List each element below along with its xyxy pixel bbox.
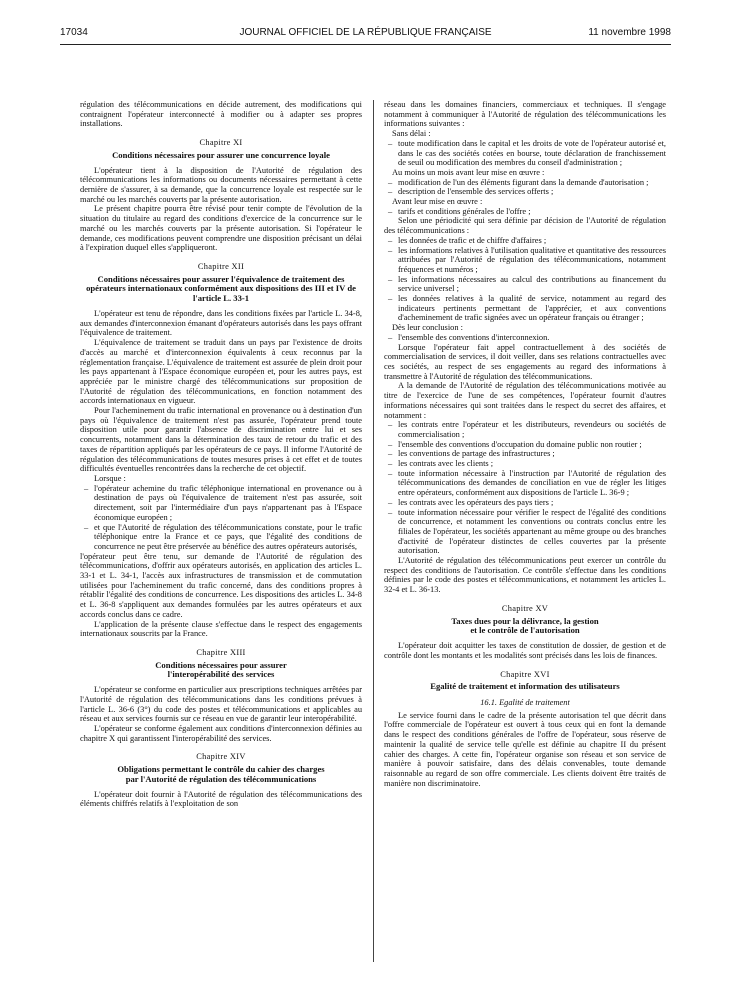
paragraph: L'opérateur se conforme en particulier aux prescriptions techniques arrêtées par l'Autorité de régulation des télécommunications dans les conditions prévues à l'article L. 36-6 (3°) du code des postes et télécommunications et applicables au réseau et aux services fournis sur ce réseau en vue de garantir leur interopérabilité. <box>80 685 362 724</box>
left-column <box>80 100 362 809</box>
paragraph: Lorsque l'opérateur fait appel contractuellement à des sociétés de commercialisation de services, il doit veiller, dans ses relations contractuelles avec ces sociétés, au respect de ses engagements au regard des informations à transmettre à l'Autorité de régulation des télécommunications. <box>384 342 666 381</box>
list-intro: Dès leur conclusion : <box>392 323 463 333</box>
chapter-heading: Chapitre XI <box>199 138 243 148</box>
bullet-list <box>384 178 666 197</box>
paragraph: L'opérateur doit acquitter les taxes de constitution de dossier, de gestion et de contrôle dont les montants et les modalités sont précisés dans les lois de finances. <box>384 641 666 660</box>
list-item: – les contrats avec les clients ; <box>384 459 666 469</box>
chapter-heading: Chapitre XII <box>197 261 245 271</box>
page-header <box>60 27 671 41</box>
list-item: – l'opérateur achemine du trafic téléphonique international en provenance ou à destination de pays où l'équivalence de traitement n'est pas assurée, soit directement, soit par l'intermédiaire d'un pays n'appartenant pas à l'Espace économique européen ; <box>80 484 362 523</box>
paragraph: L'Autorité de régulation des télécommunications peut exercer un contrôle du respect des conditions de l'autorisation. Ce contrôle s'effectue dans les conditions définies par le code des postes et télécommunications, et notamment les articles L. 32-4 et L. 36-13. <box>384 556 666 595</box>
list-item: – les informations relatives à l'utilisation qualitative et quantitative des ressources attribuées par l'Autorité de régulation des télécommunications, notamment fréquences et numéros ; <box>384 246 666 275</box>
paragraph: L'opérateur doit fournir à l'Autorité de régulation des télécommunications des éléments chiffrés relatifs à l'exploitation de son <box>80 789 362 809</box>
section-subheading: 16.1. Egalité de traitement <box>480 698 570 708</box>
bullet-list <box>80 484 362 552</box>
paragraph: L'équivalence de traitement se traduit dans un pays par l'existence de droits d'accès au marché et d'interconnexion équivalents à ceux reconnus par la réglementation française. L'équivalence de traitement est assurée de plein droit pour les pays appartenant à l'Espace économique européen et, pour les autres pays, est appréciée par le ministre chargé des télécommunications sur proposition de l'Autorité de régulation des télécommunications, en fonction notamment des accords internationaux en vigueur. <box>80 338 362 406</box>
bullet-list <box>384 207 666 217</box>
right-column <box>384 100 666 788</box>
chapter-title: Conditions nécessaires pour assurer l'équivalence de traitement des opérateurs internationaux conformément aux dispositions des III et IV de l'article L. 33-1 <box>86 273 356 304</box>
paragraph: L'opérateur tient à la disposition de l'Autorité de régulation des télécommunications les informations ou documents nécessaires permettant à cette dernière de s'assurer, à sa demande, que la concurrence loyale est respectée sur le marché ou les marchés couverts par la présente autorisation. <box>80 165 362 204</box>
list-item: – les contrats avec les opérateurs des pays tiers ; <box>384 498 666 508</box>
list-item: – les informations nécessaires au calcul des contributions au financement du service universel ; <box>384 275 666 294</box>
paragraph: L'application de la présente clause s'effectue dans le respect des engagements internationaux souscrits par la France. <box>80 619 362 639</box>
chapter-title: Obligations permettant le contrôle du cahier des charges <box>117 764 325 775</box>
list-item: – tarifs et conditions générales de l'offre ; <box>384 207 666 217</box>
list-item: – description de l'ensemble des services offerts ; <box>384 187 666 197</box>
list-item: – l'ensemble des conventions d'interconnexion. <box>384 333 666 343</box>
paragraph: réseau dans les domaines financiers, commerciaux et techniques. Il s'engage notamment à communiquer à l'Autorité de régulation des télécommunications les informations suivantes : <box>384 100 666 129</box>
column-divider <box>373 100 374 962</box>
bullet-list <box>384 236 666 323</box>
list-item: – les contrats entre l'opérateur et les distributeurs, revendeurs ou sociétés de commercialisation ; <box>384 420 666 439</box>
list-item: – toute modification dans le capital et les droits de vote de l'opérateur autorisé et, dans le cas des sociétés cotées en bourse, toute déclaration de franchissement de seuil ou modification des membres du conseil d'administration ; <box>384 139 666 168</box>
issue-date: 11 novembre 1998 <box>588 27 671 38</box>
paragraph: Lorsque : <box>94 473 126 483</box>
chapter-title: Taxes dues pour la délivrance, la gestion <box>451 615 599 626</box>
paragraph: Selon une périodicité qui sera définie par décision de l'Autorité de régulation des télécommunications : <box>384 216 666 236</box>
paragraph: régulation des télécommunications en décide autrement, des modifications qui contraignent l'opérateur interconnecté à modifier ou à adapter ses propres installations. <box>80 100 362 129</box>
list-item: – modification de l'un des éléments figurant dans la demande d'autorisation ; <box>384 178 666 188</box>
list-intro: Au moins un mois avant leur mise en œuvre : <box>392 167 545 177</box>
list-item: – les données relatives à la qualité de service, notamment au regard des indicateurs pertinents permettant de l'apprécier, et aux conventions d'acheminement de trafic signées avec un opérateur français ou étranger ; <box>384 294 666 323</box>
paragraph: L'opérateur se conforme également aux conditions d'interconnexion définies au chapitre X qui garantissent l'interopérabilité des services. <box>80 724 362 743</box>
chapter-heading: Chapitre XVI <box>500 669 550 679</box>
bullet-list <box>384 420 666 556</box>
list-item: – et que l'Autorité de régulation des télécommunications constate, pour le trafic téléphonique entre la France et ce pays, que l'égalité des conditions de concurrence ne peut être préservée au bénéfice des autres opérateurs autorisés, <box>80 523 362 552</box>
paragraph: Pour l'acheminement du trafic international en provenance ou à destination d'un pays où l'équivalence de traitement n'est pas assurée, l'opérateur prend toute disposition utile pour garantir l'absence de discrimination entre lui et ses concurrents, notamment dans la détermination des taux de retour du trafic et des taxes de répartition appliqués par les opérateurs de ce pays. Il informe l'Autorité de régulation des télécommunications de toutes mesures prises à cet effet et de toutes difficultés éventuelles rencontrées dans la recherche de cet objectif. <box>80 406 362 474</box>
list-item: – l'ensemble des conventions d'occupation du domaine public non routier ; <box>384 440 666 450</box>
chapter-heading: Chapitre XIV <box>196 752 246 762</box>
list-item: – toute information nécessaire pour vérifier le respect de l'égalité des conditions de concurrence, et notamment les conventions ou contrats conclus entre les filiales de l'opérateur, les sociétés appartenant au même groupe ou des branches d'activité de l'opérateur distinctes de celles couvertes par la présente autorisation. <box>384 508 666 557</box>
list-item: – les données de trafic et de chiffre d'affaires ; <box>384 236 666 246</box>
bullet-list <box>384 139 666 168</box>
paragraph: Le présent chapitre pourra être révisé pour tenir compte de l'évolution de la situation du titulaire au regard des conditions d'exercice de la concurrence sur le marché ou les marchés couverts par la présente autorisation. Si l'opérateur le demande, ces modifications peuvent comprendre une disposition précisant un délai à l'expiration duquel elles s'appliqueront. <box>80 204 362 253</box>
list-item: – toute information nécessaire à l'instruction par l'Autorité de régulation des télécommunications des demandes de conciliation en vue de régler les litiges entre opérateurs, conformément aux dispositions de l'article L. 36-9 ; <box>384 469 666 498</box>
paragraph: A la demande de l'Autorité de régulation des télécommunications motivée au titre de l'exercice de l'une de ses compétences, l'opérateur fournit d'autres informations nécessaires qui sont traitées dans le respect du secret des affaires, et notamment : <box>384 381 666 420</box>
chapter-heading: Chapitre XV <box>501 603 549 613</box>
list-intro: Sans délai : <box>392 129 431 139</box>
chapter-title: Conditions nécessaires pour assurer une concurrence loyale <box>112 149 330 160</box>
chapter-heading: Chapitre XIII <box>196 647 246 657</box>
chapter-title: l'interopérabilité des services <box>167 669 275 680</box>
bullet-list <box>384 333 666 343</box>
journal-title: JOURNAL OFFICIEL DE LA RÉPUBLIQUE FRANÇAISE <box>239 27 492 38</box>
paragraph: Le service fourni dans le cadre de la présente autorisation tel que décrit dans l'offre commerciale de l'opérateur est ouvert à tous ceux qui en font la demande dans le respect des conditions générales de l'offre de l'opérateur, sous réserve de maintenir la qualité de service telle qu'elle est définie au chapitre II du présent cahier des charges. A cette fin, l'opérateur organise son réseau et son service de manière à pouvoir satisfaire, dans des délais convenables, toute demande raisonnable au regard de son offre commerciale. Les clients doivent être traités de manière non discriminatoire. <box>384 710 666 788</box>
paragraph: L'opérateur est tenu de répondre, dans les conditions fixées par l'article L. 34-8, aux demandes d'interconnexion émanant d'opérateurs autorisés dans les pays offrant l'équivalence de traitement. <box>80 309 362 338</box>
list-intro: Avant leur mise en œuvre : <box>392 197 483 207</box>
chapter-title: Egalité de traitement et information des utilisateurs <box>430 681 620 692</box>
page-number: 17034 <box>60 27 88 38</box>
chapter-title: Conditions nécessaires pour assurer <box>155 659 287 670</box>
paragraph: l'opérateur peut être tenu, sur demande de l'Autorité de régulation des télécommunications, d'offrir aux opérateurs autorisés, en application des articles L. 33-1 et L. 34-1, l'accès aux infrastructures de transmission et de commutation utilisées pour l'acheminement du trafic concerné, dans des conditions propres à rétablir l'égalité des conditions de concurrence. Les dispositions des articles L. 34-8 et L. 36-8 s'appliquent aux demandes formulées par les autres opérateurs et aux accords conclus dans ce cadre. <box>80 551 362 619</box>
chapter-title: et le contrôle de l'autorisation <box>470 625 580 636</box>
header-rule <box>60 44 671 45</box>
chapter-title: par l'Autorité de régulation des télécommunications <box>125 773 317 784</box>
list-item: – les conventions de partage des infrastructures ; <box>384 449 666 459</box>
